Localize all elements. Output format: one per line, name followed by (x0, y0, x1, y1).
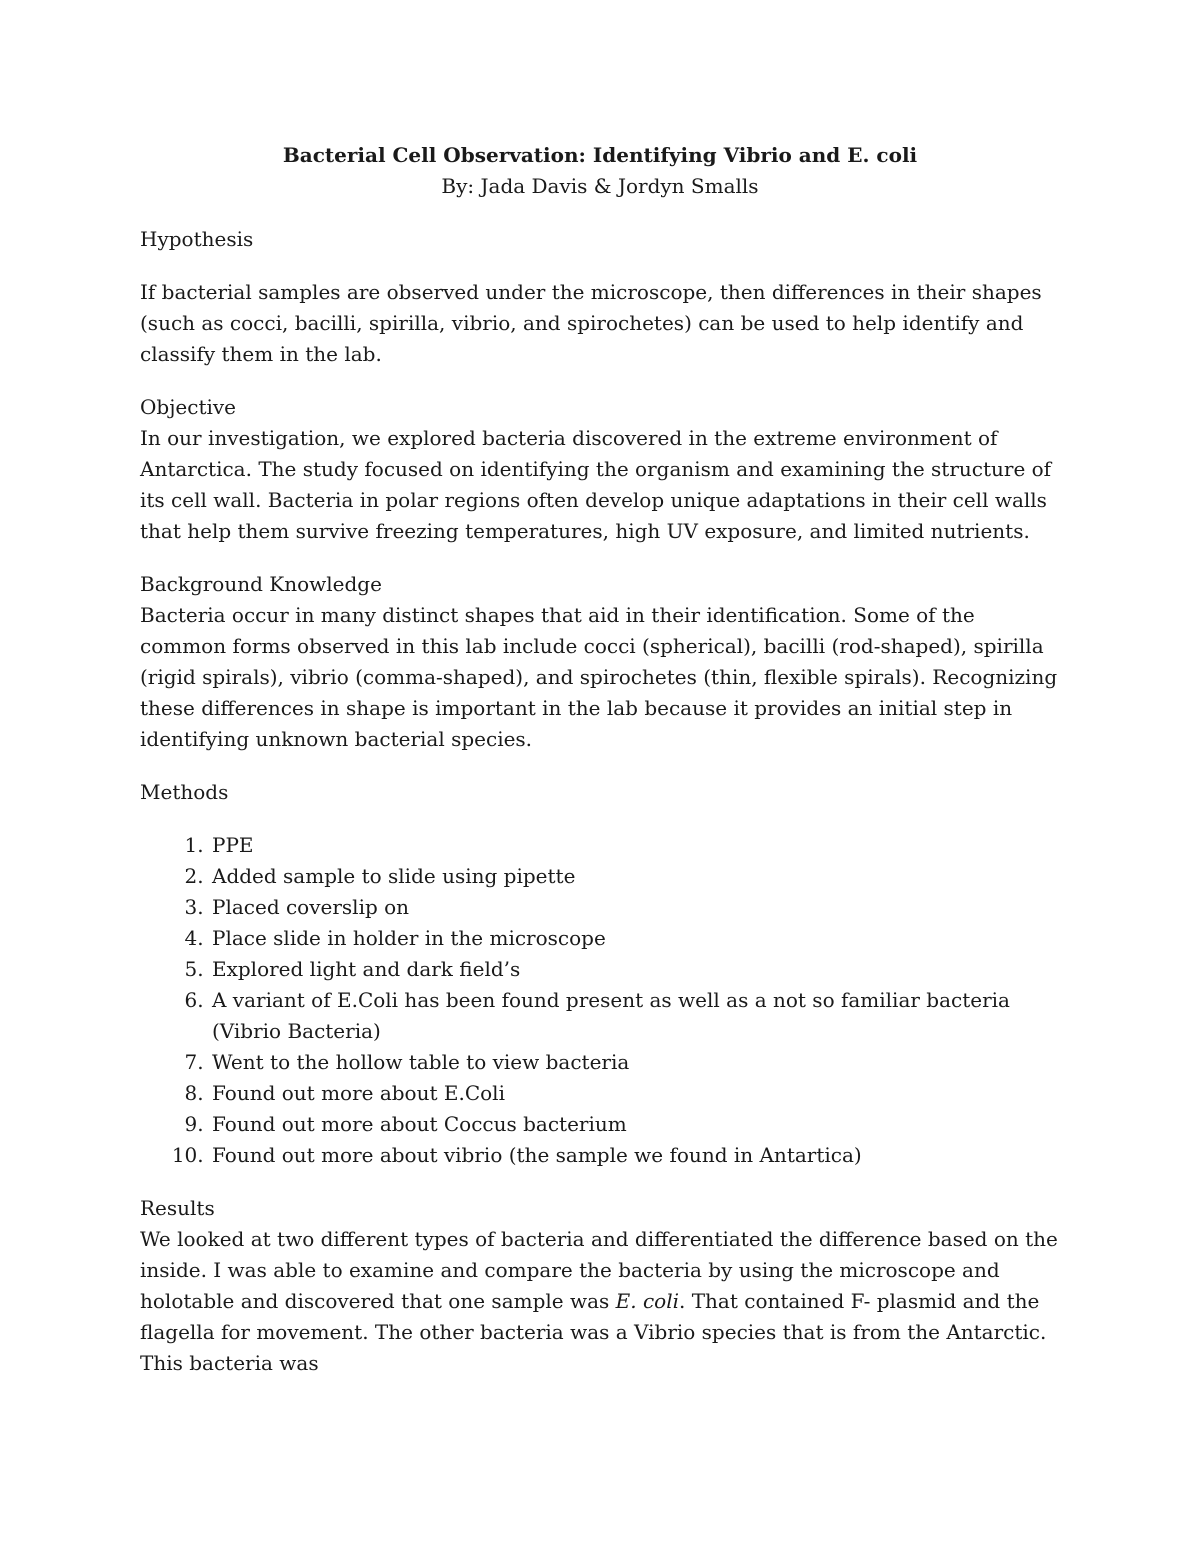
methods-step: 2. Added sample to slide using pipette (210, 861, 1060, 892)
methods-heading: Methods (140, 780, 229, 804)
methods-step: 7. Went to the hollow table to view bacteria (210, 1047, 1060, 1078)
spacer (140, 1171, 1060, 1193)
hypothesis-text: If bacterial samples are observed under the microscope, then differences in their shapes (such as cocci, bacilli, spirilla, vibrio, and spirochetes) can be used to help identify and classify them in the lab. (140, 280, 1042, 366)
methods-step: 5. Explored light and dark field’s (210, 954, 1060, 985)
results-text-part2: . That contained F- plasmid and the flagella for movement. The other bacteria was a Vibrio species that is from the Antarctic. This bacteria was (140, 1289, 1047, 1375)
spacer (140, 370, 1060, 392)
document-page (140, 140, 1060, 1379)
methods-step: 8. Found out more about E.Coli (210, 1078, 1060, 1109)
background-heading: Background Knowledge (140, 572, 382, 596)
document-byline: By: Jada Davis & Jordyn Smalls (441, 174, 759, 198)
methods-step: 9. Found out more about Coccus bacterium (210, 1109, 1060, 1140)
methods-list (140, 830, 1060, 1171)
spacer (140, 755, 1060, 777)
methods-step: 10. Found out more about vibrio (the sample we found in Antartica) (210, 1140, 1060, 1171)
spacer (140, 547, 1060, 569)
results-heading: Results (140, 1196, 215, 1220)
background-text: Bacteria occur in many distinct shapes that aid in their identification. Some of the common forms observed in this lab include cocci (spherical), bacilli (rod-shaped), spirilla (rigid spirals), vibrio (comma-shaped), and spirochetes (thin, flexible spirals). Recognizing these differences in shape is important in the lab because it provides an initial step in identifying unknown bacterial species. (140, 603, 1058, 751)
hypothesis-heading: Hypothesis (140, 227, 254, 251)
methods-step: 1. PPE (210, 830, 1060, 861)
spacer (140, 808, 1060, 830)
methods-step: 3. Placed coverslip on (210, 892, 1060, 923)
objective-heading: Objective (140, 395, 237, 419)
spacer (140, 255, 1060, 277)
results-text (140, 1224, 1060, 1379)
methods-step: 4. Place slide in holder in the microscope (210, 923, 1060, 954)
results-text-italic: E. coli (615, 1289, 679, 1313)
document-title: Bacterial Cell Observation: Identifying Vibrio and E. coli (282, 143, 918, 167)
results-text-part1: We looked at two different types of bacteria and differentiated the difference based on the inside. I was able to examine and compare the bacteria by using the microscope and holotable and discovered that one sample was (140, 1227, 1058, 1313)
objective-text: In our investigation, we explored bacteria discovered in the extreme environment of Antarctica. The study focused on identifying the organism and examining the structure of its cell wall. Bacteria in polar regions often develop unique adaptations in their cell walls that help them survive freezing temperatures, high UV exposure, and limited nutrients. (140, 426, 1052, 543)
methods-step: 6. A variant of E.Coli has been found present as well as a not so familiar bacteria (Vibrio Bacteria) (210, 985, 1060, 1047)
